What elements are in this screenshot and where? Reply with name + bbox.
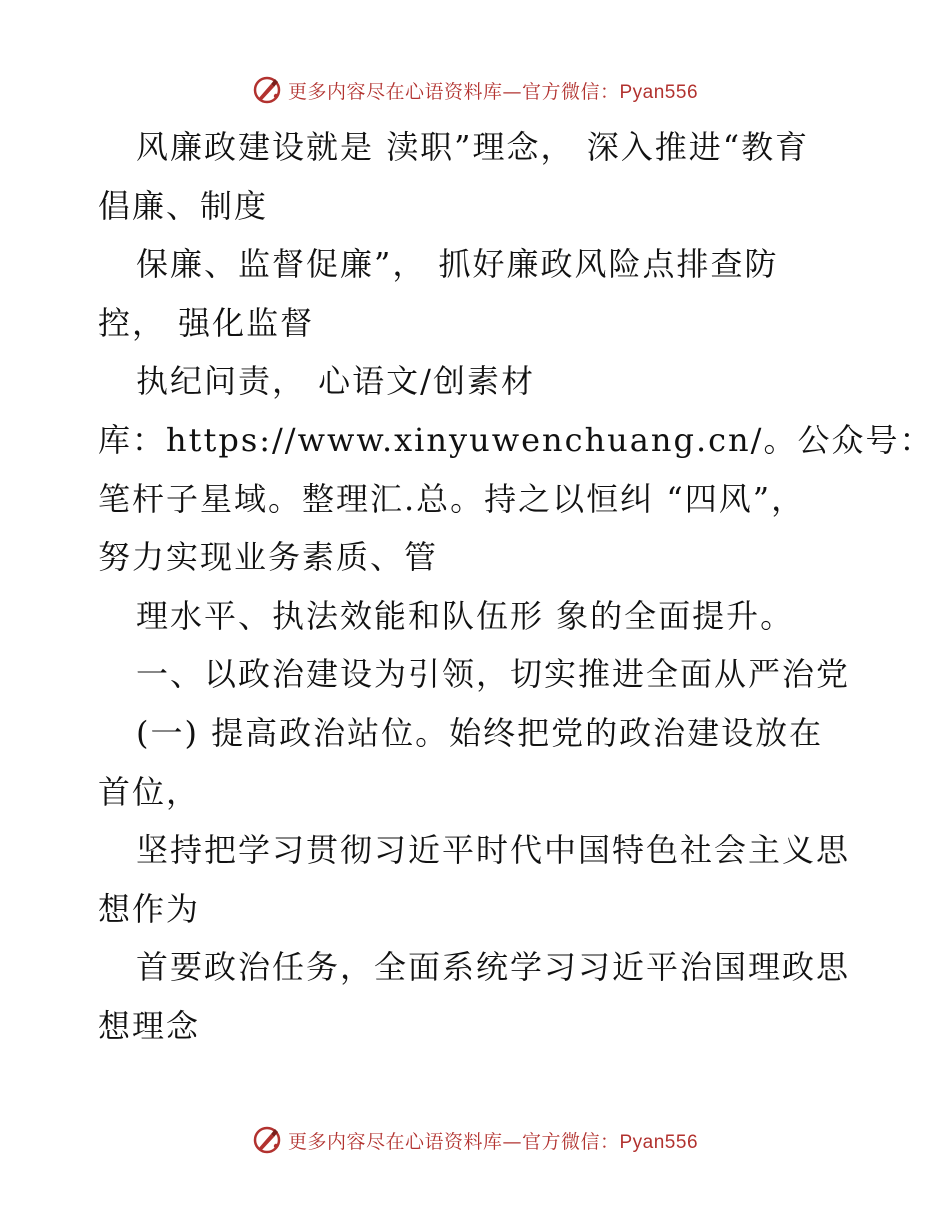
text-line: 风廉政建设就是 渎职”理念， 深入推进“教育 [136,128,810,166]
footer-banner [0,1120,950,1160]
text-line: 首要政治任务，全面系统学习习近平治国理政思 [136,948,851,987]
text-line: 首位， [98,772,201,811]
banner-text [288,77,698,104]
text-line: 想理念 [98,1006,201,1045]
banner-label: 更多内容尽在心语资料库—官方微信： [287,80,620,103]
text-line: 笔杆子星域。整理汇.总。持之以恒纠 “四风”， [98,479,806,518]
text-line: 倡廉、制度 [98,186,269,225]
banner-label: 更多内容尽在心语资料库—官方微信： [287,1130,620,1153]
text-line: (一) 提高政治站位。始终把党的政治建设放在 [136,713,824,752]
text-line: 想作为 [98,889,201,928]
text-line: 控， 强化监督 [98,303,315,342]
banner-text [288,1127,698,1154]
text-line: 努力实现业务素质、管 [98,538,439,577]
text-line: 执纪问责， 心语文/创素材 [136,362,535,401]
text-line: 理水平、执法效能和队伍形 象的全面提升。 [136,596,795,635]
banner-handle: Pyan556 [619,1131,699,1153]
document-body [98,118,934,1056]
pen-logo-icon [252,1125,282,1155]
text-line: 保廉、监督促廉”， 抓好廉政风险点排查防 [136,245,779,284]
text-line: 一、以政治建设为引领，切实推进全面从严治党 [136,655,851,694]
text-line: 库：https://www.xinyuwenchuang.cn/。公众号： [98,420,934,459]
header-banner [0,70,950,110]
text-line: 坚持把学习贯彻习近平时代中国特色社会主义思 [136,831,851,870]
banner-handle: Pyan556 [619,81,699,103]
pen-logo-icon [252,75,282,105]
